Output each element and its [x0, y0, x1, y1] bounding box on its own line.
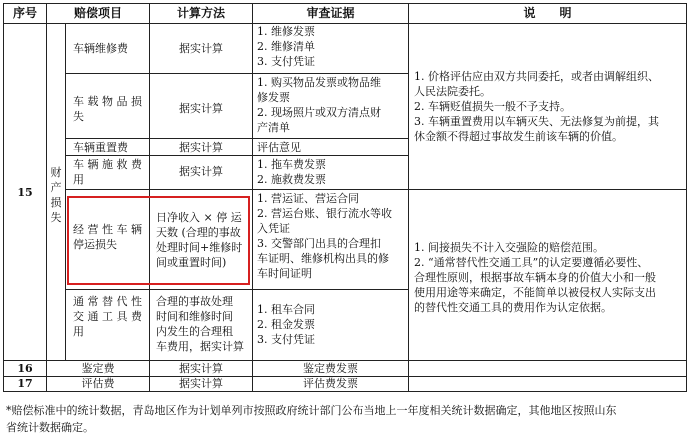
item-substitute-transport: 通 常 替 代 性 交 通 工 具 费 用 [73, 295, 142, 338]
method-rescue-fee: 据实计算 [179, 165, 223, 178]
evidence-cargo-loss: 1. 购买物品发票或物品维 修发票 2. 现场照片或双方清点财 产清单 [257, 76, 381, 134]
item-replacement-cost: 车辆重置费 [73, 141, 128, 154]
item-evaluation-fee: 评估费 [81, 377, 115, 390]
header-note: 说 明 [523, 6, 572, 20]
item-rescue-fee: 车 辆 施 救 费 用 [73, 158, 142, 186]
note-lower: 1. 间接损失不计入交强险的赔偿范围。 2. “通常替代性交通工具”的认定要遵循必要性、 合理性原则，根据事故车辆本身的价值大小和一般 使用用途等来确定，不能简单以被侵权人实际支出 的替代性交通工具的费用作为认定依据。 [414, 241, 656, 314]
note-upper: 1. 价格评估应由双方共同委托，或者由调解组织、 人民法院委托。 2. 车辆贬值损失一般不予支持。 3. 车辆重置费用以车辆灭失、无法修复为前提，其 休金额不得超过事故发生前该车辆的价值。 [414, 70, 659, 143]
col-divider [408, 3, 409, 392]
method-evaluation-fee: 据实计算 [179, 377, 223, 390]
header-method: 计算方法 [176, 6, 225, 20]
evidence-substitute-transport: 1. 租车合同 2. 租金发票 3. 支付凭证 [257, 303, 315, 346]
evidence-vehicle-repair: 1. 维修发票 2. 维修清单 3. 支付凭证 [257, 25, 315, 68]
method-operating-loss: 日净收入 × 停 运 天数 (合理的事故 处理时间+维修时 间或重置时间) [156, 211, 243, 269]
evidence-appraisal-fee: 鉴定费发票 [303, 362, 358, 375]
header-evidence: 审查证据 [306, 6, 355, 20]
method-replacement-cost: 据实计算 [179, 141, 223, 154]
item-operating-loss: 经 营 性 车 辆 停运损失 [73, 223, 142, 251]
footnote: *赔偿标准中的统计数据，青岛地区作为计划单列市按照政府统计部门公布当地上一年度相关统计数据确定，其他地区按照山东 省统计数据确定。 [6, 404, 617, 434]
row-divider [65, 155, 408, 156]
row-divider [65, 73, 408, 74]
row-divider [65, 138, 408, 139]
col-divider [65, 23, 66, 360]
item-appraisal-fee: 鉴定费 [81, 362, 115, 375]
method-substitute-transport: 合理的事故处理 时间和维修时间 内发生的合理租 车费用，据实计算 [156, 295, 244, 353]
row-divider [65, 289, 408, 290]
row-16-number: 16 [17, 362, 33, 375]
evidence-rescue-fee: 1. 拖车费发票 2. 施救费发票 [257, 158, 326, 186]
evidence-operating-loss: 1. 营运证、营运合同 2. 营运台账、银行流水等收 入凭证 3. 交警部门出具的合理扣 车证明、维修机构出具的修 车时间证明 [257, 192, 392, 280]
compensation-table [3, 3, 687, 391]
header-divider [3, 23, 687, 24]
table-border-bottom [3, 391, 687, 392]
evidence-replacement-cost: 评估意见 [257, 141, 301, 154]
header-item: 赔偿项目 [73, 6, 122, 20]
row-17-number: 17 [17, 377, 33, 390]
row-15-number: 15 [17, 186, 33, 199]
evidence-evaluation-fee: 评估费发票 [303, 377, 358, 390]
method-vehicle-repair: 据实计算 [179, 42, 223, 55]
item-cargo-loss: 车 载 物 品 损 失 [73, 95, 142, 123]
method-appraisal-fee: 据实计算 [179, 362, 223, 375]
highlight-box [67, 196, 250, 285]
col-divider [252, 3, 253, 392]
table-border-right [686, 3, 687, 392]
table-border-top [3, 3, 687, 4]
row-divider [65, 189, 687, 190]
method-cargo-loss: 据实计算 [179, 102, 223, 115]
header-seq: 序号 [12, 6, 37, 20]
item-vehicle-repair: 车辆维修费 [73, 42, 128, 55]
category-property-loss: 财 产 损 失 [50, 166, 62, 224]
